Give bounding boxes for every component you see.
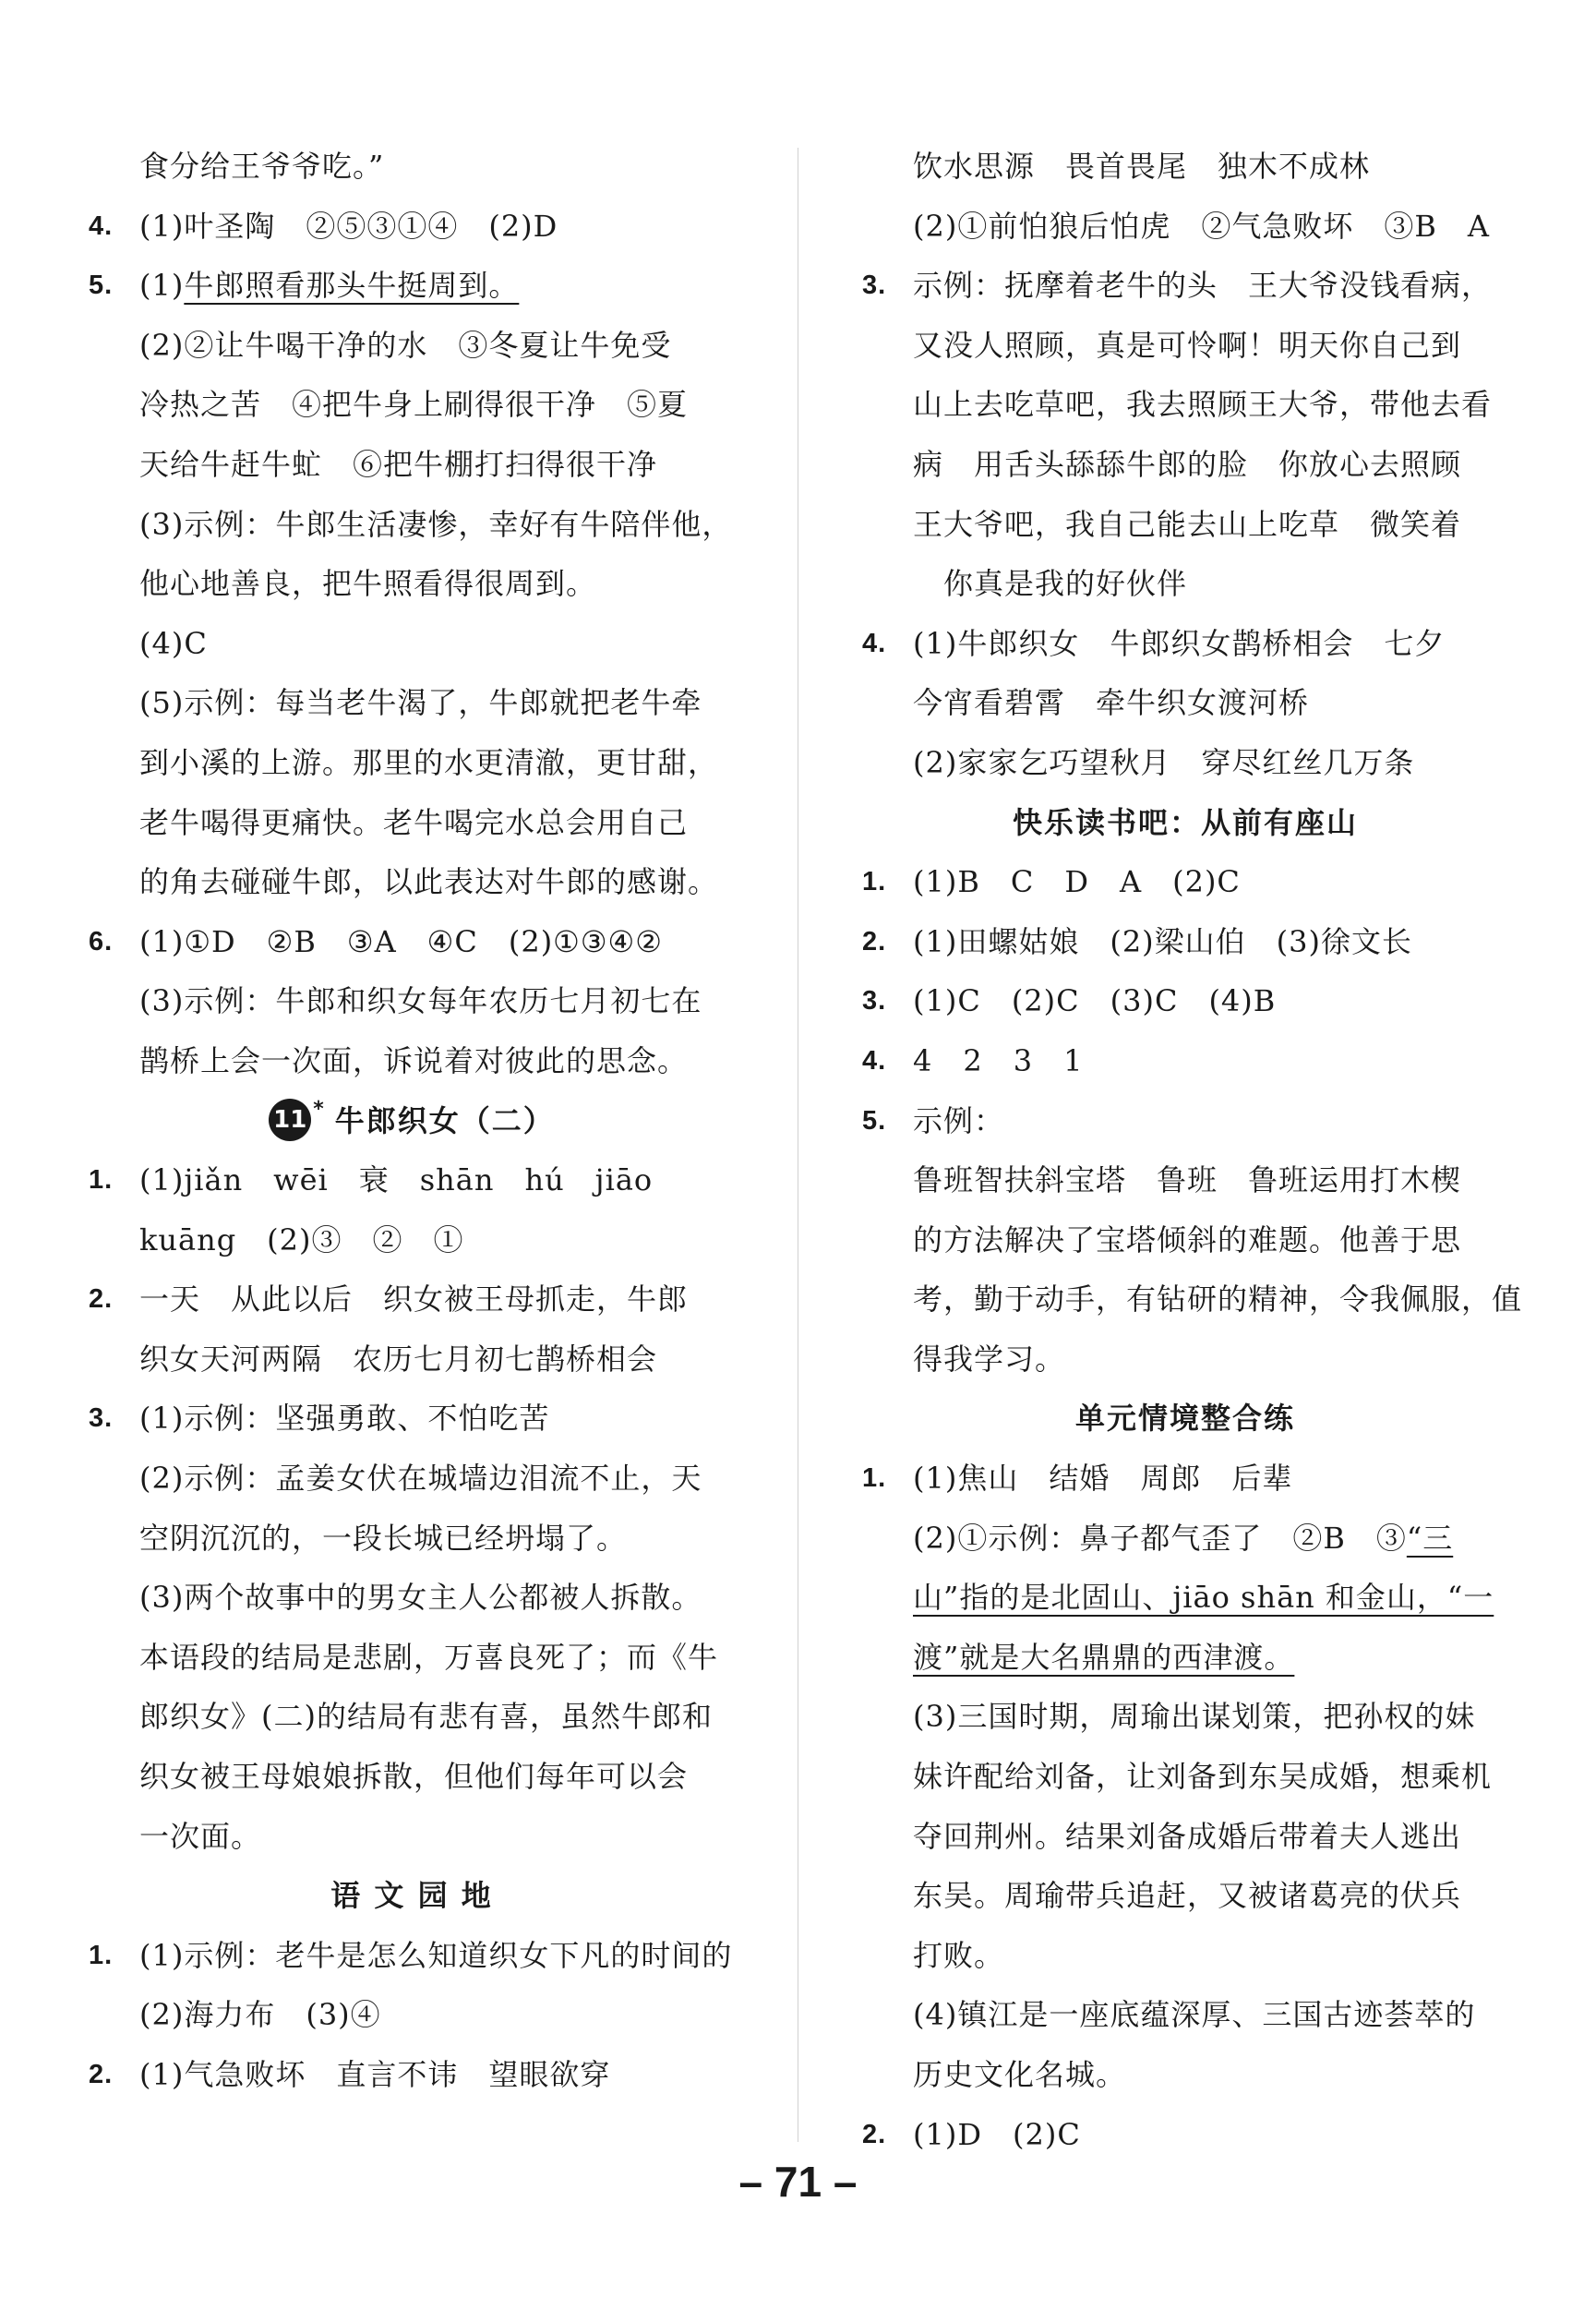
right-column bbox=[862, 137, 1523, 2164]
section-title: 快乐读书吧：从前有座山 bbox=[1012, 804, 1358, 840]
optional-lesson-mark: * bbox=[313, 1097, 326, 1121]
answer-line bbox=[89, 1210, 735, 1270]
answer-text: 一次面。 bbox=[139, 1818, 262, 1854]
underlined-answer: 山”指的是北固山、jiāo shān 和金山，“一 bbox=[913, 1580, 1494, 1616]
answer-line bbox=[862, 1926, 1508, 1986]
answer-text: (1)示例：坚强勇敢、不怕吃苦 bbox=[139, 1401, 550, 1437]
answer-line bbox=[862, 1210, 1508, 1270]
answer-text: (1)叶圣陶 ②⑤③①④ (2)D bbox=[139, 208, 558, 244]
answer-line bbox=[862, 1628, 1508, 1688]
answer-text: (2)①示例：鼻子都气歪了 ②B ③ bbox=[913, 1520, 1407, 1556]
answer-line bbox=[89, 1389, 735, 1449]
answer-line bbox=[89, 256, 735, 316]
answer-text: (1)田螺姑娘 (2)梁山伯 (3)徐文长 bbox=[913, 923, 1412, 959]
answer-text: 老牛喝得更痛快。老牛喝完水总会用自己 bbox=[139, 804, 689, 840]
question-number: 1. bbox=[89, 1940, 114, 1970]
underlined-answer: 牛郎照看那头牛挺周到。 bbox=[184, 268, 520, 304]
answer-text: (1) bbox=[139, 268, 185, 304]
answer-text: 夺回荆州。结果刘备成婚后带着夫人逃出 bbox=[913, 1818, 1462, 1854]
answer-text: (2)②让牛喝干净的水 ③冬夏让牛免受 bbox=[139, 327, 672, 363]
answer-line bbox=[89, 1269, 735, 1329]
answer-text: (2)示例：孟姜女伏在城墙边泪流不止，天 bbox=[139, 1461, 702, 1497]
section-heading bbox=[862, 1389, 1508, 1449]
answer-line bbox=[89, 375, 735, 435]
answer-line bbox=[862, 2045, 1508, 2105]
answer-line bbox=[862, 554, 1508, 614]
answer-line bbox=[862, 495, 1508, 555]
answer-text: (1)示例：老牛是怎么知道织女下凡的时间的 bbox=[139, 1937, 733, 1973]
answer-text: 鹊桥上会一次面，诉说着对彼此的思念。 bbox=[139, 1042, 689, 1078]
answer-line bbox=[862, 1269, 1523, 1329]
answer-line bbox=[862, 1568, 1508, 1628]
answer-line bbox=[89, 1509, 735, 1569]
answer-text: 空阴沉沉的，一段长城已经坍塌了。 bbox=[139, 1520, 628, 1556]
answer-line bbox=[89, 1687, 735, 1747]
answer-line bbox=[89, 316, 735, 376]
question-number: 3. bbox=[862, 986, 887, 1017]
answer-text: (3)示例：牛郎生活凄惨，幸好有牛陪伴他， bbox=[139, 506, 733, 542]
answer-line bbox=[89, 1449, 735, 1509]
answer-line bbox=[89, 1628, 735, 1688]
question-number: 3. bbox=[862, 271, 887, 301]
answer-line bbox=[89, 1150, 735, 1210]
question-number: 2. bbox=[89, 2060, 114, 2089]
answer-line bbox=[89, 1329, 735, 1390]
answer-line bbox=[89, 197, 735, 257]
question-number: 4. bbox=[862, 628, 887, 658]
answer-text: 东吴。周瑜带兵追赶，又被诸葛亮的伏兵 bbox=[913, 1878, 1462, 1914]
answer-text: (4)镇江是一座底蕴深厚、三国古迹荟萃的 bbox=[913, 1997, 1476, 2033]
question-number: 2. bbox=[89, 1284, 114, 1315]
answer-text: 考，勤于动手，有钻研的精神，令我佩服，值 bbox=[913, 1281, 1523, 1317]
answer-line bbox=[89, 793, 735, 853]
section-heading bbox=[862, 793, 1508, 853]
answer-text: 打败。 bbox=[913, 1937, 1005, 1973]
answer-line bbox=[89, 1747, 735, 1807]
answer-line bbox=[862, 137, 1508, 197]
answer-line bbox=[862, 912, 1508, 972]
question-number: 6. bbox=[89, 926, 114, 956]
answer-line bbox=[89, 1926, 735, 1986]
section-title: 语 文 园 地 bbox=[330, 1878, 493, 1914]
left-column bbox=[89, 137, 735, 2105]
answer-text: 织女天河两隔 农历七月初七鹊桥相会 bbox=[139, 1341, 658, 1377]
answer-line bbox=[862, 375, 1508, 435]
answer-line bbox=[862, 971, 1508, 1031]
answer-text: (1)C (2)C (3)C (4)B bbox=[913, 983, 1277, 1019]
answer-line bbox=[89, 554, 735, 614]
answer-text: 一天 从此以后 织女被王母抓走，牛郎 bbox=[139, 1281, 689, 1317]
answer-text: 到小溪的上游。那里的水更清澈，更甘甜， bbox=[139, 744, 719, 780]
answer-text: 本语段的结局是悲剧，万喜良死了；而《牛 bbox=[139, 1639, 719, 1675]
underlined-answer: 渡”就是大名鼎鼎的西津渡。 bbox=[913, 1639, 1295, 1675]
answer-text: 你真是我的好伙伴 bbox=[913, 566, 1188, 602]
answer-line bbox=[862, 435, 1508, 495]
answer-text: (1)①D ②B ③A ④C (2)①③④② bbox=[139, 923, 663, 959]
answer-text: 历史文化名城。 bbox=[913, 2057, 1127, 2092]
answer-line bbox=[862, 1150, 1508, 1210]
answer-line bbox=[862, 1866, 1508, 1926]
answer-text: 4 2 3 1 bbox=[913, 1042, 1084, 1078]
answer-text: (2)家家乞巧望秋月 穿尽红丝几万条 bbox=[913, 744, 1415, 780]
answer-text: (1)牛郎织女 牛郎织女鹊桥相会 七夕 bbox=[913, 625, 1446, 661]
answer-text: (4)C bbox=[139, 625, 208, 661]
answer-line bbox=[89, 1031, 735, 1091]
answer-text: 饮水思源 畏首畏尾 独木不成林 bbox=[913, 149, 1371, 184]
answer-text: 天给牛赶牛虻 ⑥把牛棚打扫得很干净 bbox=[139, 446, 658, 482]
answer-line bbox=[862, 197, 1508, 257]
answer-text: (1)焦山 结婚 周郎 后辈 bbox=[913, 1461, 1293, 1497]
answer-text: 示例： bbox=[913, 1102, 1005, 1138]
question-number: 2. bbox=[862, 2119, 887, 2149]
answer-text: (2)①前怕狼后怕虎 ②气急败坏 ③B A bbox=[913, 208, 1490, 244]
answer-text: (3)两个故事中的男女主人公都被人拆散。 bbox=[139, 1580, 702, 1616]
answer-text: 病 用舌头舔舔牛郎的脸 你放心去照顾 bbox=[913, 446, 1462, 482]
answer-line bbox=[862, 316, 1508, 376]
answer-line bbox=[89, 435, 735, 495]
answer-line bbox=[862, 1509, 1508, 1569]
answer-text: 的角去碰碰牛郎，以此表达对牛郎的感谢。 bbox=[139, 864, 719, 900]
answer-text: 又没人照顾，真是可怜啊！明天你自己到 bbox=[913, 327, 1462, 363]
answer-line bbox=[862, 1985, 1508, 2045]
answer-text: (1)B C D A (2)C bbox=[913, 864, 1241, 900]
answer-line bbox=[89, 1568, 735, 1628]
answer-text: (1)气急败坏 直言不讳 望眼欲穿 bbox=[139, 2057, 611, 2092]
answer-text: (5)示例：每当老牛渴了，牛郎就把老牛牵 bbox=[139, 685, 702, 721]
answer-text: 山上去吃草吧，我去照顾王大爷，带他去看 bbox=[913, 387, 1493, 423]
question-number: 5. bbox=[862, 1105, 887, 1136]
answer-line bbox=[862, 733, 1508, 793]
answer-text: (3)示例：牛郎和织女每年农历七月初七在 bbox=[139, 983, 702, 1019]
answer-text: 食分给王爷爷吃。” bbox=[139, 149, 385, 184]
answer-line bbox=[862, 1329, 1508, 1390]
underlined-answer: “三 bbox=[1406, 1520, 1454, 1556]
answer-line bbox=[89, 2045, 735, 2105]
answer-text: 鲁班智扶斜宝塔 鲁班 鲁班运用打木楔 bbox=[913, 1162, 1462, 1198]
section-title: 牛郎织女（二） bbox=[334, 1102, 555, 1138]
answer-line bbox=[862, 1449, 1508, 1509]
answer-text: (1)jiǎn wēi 衰 shān hú jiāo bbox=[139, 1162, 654, 1198]
answer-line bbox=[89, 733, 735, 793]
answer-line bbox=[862, 1031, 1508, 1091]
answer-line bbox=[862, 1091, 1508, 1151]
answer-line bbox=[862, 852, 1508, 912]
lesson-number-badge: 11 bbox=[269, 1099, 311, 1141]
question-number: 4. bbox=[862, 1045, 887, 1076]
answer-line bbox=[89, 614, 735, 674]
section-heading bbox=[89, 1866, 735, 1926]
answer-text: 郎织女》(二)的结局有悲有喜，虽然牛郎和 bbox=[139, 1699, 713, 1735]
question-number: 3. bbox=[89, 1403, 114, 1434]
answer-text: 今宵看碧霄 牵牛织女渡河桥 bbox=[913, 685, 1310, 721]
answer-line bbox=[862, 614, 1508, 674]
answer-text: 冷热之苦 ④把牛身上刷得很干净 ⑤夏 bbox=[139, 387, 689, 423]
answer-text: 王大爷吧，我自己能去山上吃草 微笑着 bbox=[913, 506, 1462, 542]
question-number: 1. bbox=[89, 1165, 114, 1196]
page-number: – 71 – bbox=[738, 2158, 858, 2206]
answer-line bbox=[89, 1985, 735, 2045]
answer-text: 的方法解决了宝塔倾斜的难题。他善于思 bbox=[913, 1221, 1462, 1257]
answer-line bbox=[89, 137, 735, 197]
question-number: 4. bbox=[89, 211, 114, 241]
answer-line bbox=[862, 1687, 1508, 1747]
section-title: 单元情境整合练 bbox=[1074, 1401, 1295, 1437]
question-number: 2. bbox=[862, 926, 887, 956]
answer-line bbox=[862, 1807, 1508, 1867]
answer-text: 妹许配给刘备，让刘备到东吴成婚，想乘机 bbox=[913, 1759, 1493, 1795]
answer-line bbox=[862, 256, 1508, 316]
question-number: 1. bbox=[862, 1463, 887, 1494]
answer-line bbox=[862, 673, 1508, 733]
answer-text: 他心地善良，把牛照看得很周到。 bbox=[139, 566, 597, 602]
question-number: 5. bbox=[89, 271, 114, 301]
answer-text: (2)海力布 (3)④ bbox=[139, 1997, 381, 2033]
answer-line bbox=[862, 1747, 1508, 1807]
answer-line bbox=[862, 2105, 1508, 2165]
answer-text: kuāng (2)③ ② ① bbox=[139, 1221, 464, 1257]
answer-line bbox=[89, 852, 735, 912]
answer-text: 得我学习。 bbox=[913, 1341, 1066, 1377]
answer-line bbox=[89, 1807, 735, 1867]
section-heading bbox=[89, 1091, 735, 1151]
answer-line bbox=[89, 971, 735, 1031]
answer-text: 织女被王母娘娘拆散，但他们每年可以会 bbox=[139, 1759, 689, 1795]
answer-line bbox=[89, 912, 735, 972]
answer-line bbox=[89, 495, 735, 555]
question-number: 1. bbox=[862, 867, 887, 897]
answer-text: (3)三国时期，周瑜出谋划策，把孙权的妹 bbox=[913, 1699, 1476, 1735]
answer-line bbox=[89, 673, 735, 733]
answer-text: (1)D (2)C bbox=[913, 2116, 1081, 2152]
answer-text: 示例：抚摩着老牛的头 王大爷没钱看病， bbox=[913, 268, 1493, 304]
